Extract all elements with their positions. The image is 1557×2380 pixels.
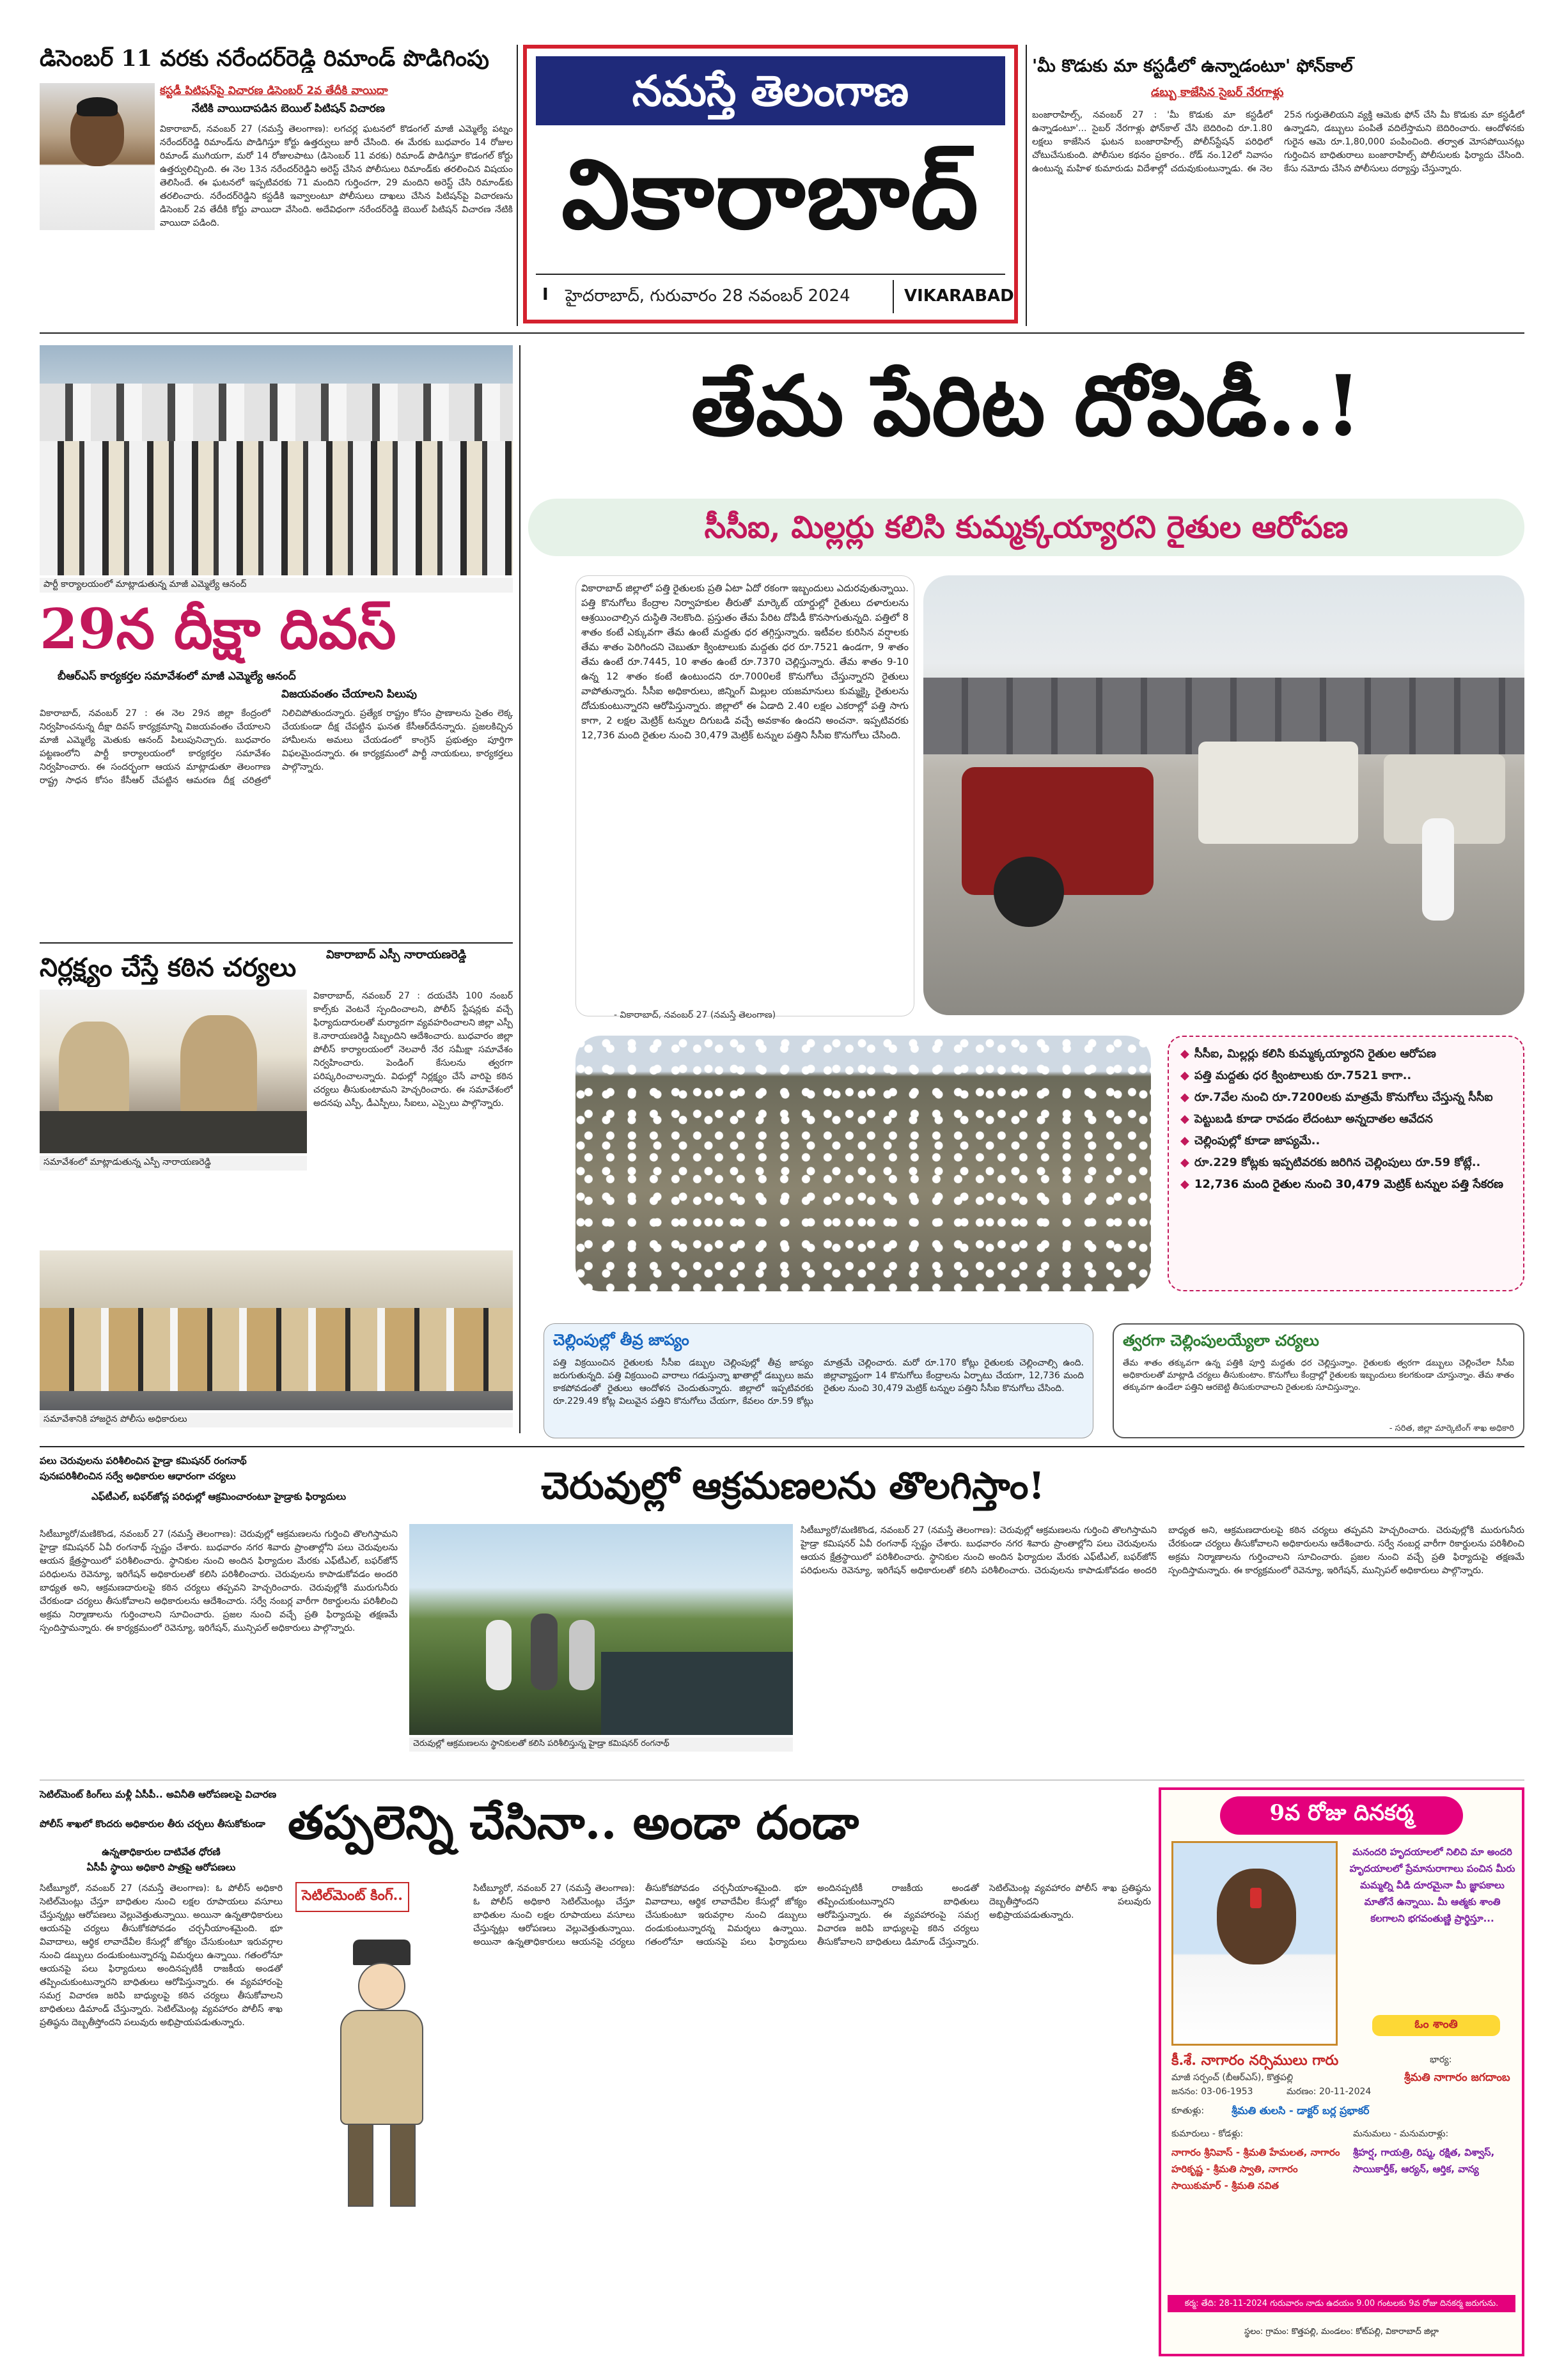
lead-subheadline: సీసీఐ, మిల్లర్లు కలిసి కుమ్మక్కయ్యారని రైతుల ఆరోపణ (528, 499, 1524, 556)
police-photo2-caption: సమావేశానికి హాజరైన పోలీసు అధికారులు (40, 1413, 513, 1427)
deeksha-photo-caption: పార్టీ కార్యాలయంలో మాట్లాడుతున్న మాజీ ఎమ్మెల్యే ఆనంద్ (40, 578, 513, 593)
police-byline: వికారాబాద్ ఎస్పీ నారాయణరెడ్డి (326, 948, 467, 961)
edition-name: వికారాబాద్ (561, 138, 980, 251)
deeksha-sub2: విజయవంతం చేయాలని పిలుపు (281, 688, 417, 701)
lead-highlight-text: రూ.7వేల నుంచి రూ.7200లకు మాత్రమే కొనుగోలు చేస్తున్న సీసీఐ (1194, 1091, 1493, 1104)
diamond-bullet-icon: ◆ (1180, 1178, 1189, 1191)
sp-meeting-photo (40, 990, 307, 1153)
cotton-market-yard-photo (923, 575, 1524, 1015)
police-photo-caption: సమావేశంలో మాట్లాడుతున్న ఎస్పీ నారాయణరెడ్డి (40, 1156, 307, 1171)
lakes-body-left (40, 1528, 398, 1771)
obituary-grandchildren: శ్రీహర్ష, గాయత్రి, రిష్మ, రక్షిత, విశ్వాస్, సాయికార్తీక్, ఆర్యన్, ఆర్తిక, వాన్య (1353, 2147, 1495, 2175)
masthead (523, 45, 1018, 323)
lakes-kicker-3: ఎఫ్‌టీఎల్, బఫర్‌జోన్ల పరిధుల్లో ఆక్రమించారంటూ హైడ్రాకు ఫిర్యాదులు (91, 1491, 347, 1502)
diamond-bullet-icon: ◆ (1180, 1069, 1189, 1082)
meeting-photo (40, 345, 513, 575)
lakes-body-right: సిటీబ్యూరో/మణికొండ, నవంబర్ 27 (నమస్తే తెలంగాణ): చెరువుల్లో ఆక్రమణలను గుర్తించి తొలగిస్తామని హైడ్రా కమిషనర్ ఏవీ రంగనాథ్ స్పష్టం చేశారు. బుధవారం నగర శివారు ప్రాంతాల్లోని పలు చెరువులను ఆయన క్షేత్రస్థాయిలో పరిశీలించారు. స్థానికుల నుంచి అందిన ఫిర్యాదుల మేరకు ఎఫ్‌టీఎల్, బఫర్‌జోన్ పరిధులను రెవెన్యూ, ఇరిగేషన్ అధికారులతో కలిసి పరిశీలించారు. చెరువులను కాపాడుకోవడం అందరి బాధ్యత అని, ఆక్రమణదారులపై కఠిన చర్యలు తప్పవని హెచ్చరించారు. చెరువుల్లోకి మురుగునీరు చేరకుండా చర్యలు తీసుకోవాలని అధికారులను ఆదేశించారు. సర్వే నంబర్ల వారీగా రికార్డులను పరిశీలించి అక్రమ నిర్మాణాలను గుర్తించాలని సూచించారు. ప్రజల నుంచి వచ్చే ప్రతి ఫిర్యాదుపై తక్షణమే స్పందిస్తామన్నారు. ఈ కార్యక్రమంలో రెవెన్యూ, ఇరిగేషన్, మున్సిపల్ అధికారులు పాల్గొన్నారు. (801, 1525, 1524, 1576)
remand-headline: డిసెంబర్ 11 వరకు నరేందర్‌రెడ్డి రిమాండ్ పొడిగింపు (40, 45, 489, 72)
phonecall-headline: 'మీ కొడుకు మా కస్టడీలో ఉన్నాడంటూ' ఫోన్‌కాల్ (1032, 56, 1353, 76)
action-heading: త్వరగా చెల్లింపులయ్యేలా చర్యలు (1123, 1331, 1319, 1349)
settlement-inset-label: సెటిల్‌మెంట్ కింగ్.. (295, 1882, 409, 1912)
lead-highlight-item (1180, 1176, 1512, 1193)
obituary-portrait (1171, 1841, 1338, 2046)
action-box (1113, 1323, 1524, 1438)
police-headline: నిర్లక్ష్యం చేస్తే కఠిన చర్యలు (40, 953, 297, 983)
lake-photo-caption: చెరువుల్లో ఆక్రమణలను స్థానికులతో కలిసి పరిశీలిస్తున్న హైడ్రా కమిషనర్ రంగనాథ్ (409, 1738, 793, 1752)
obituary-designation: మాజీ సర్పంచ్ (బీఆర్ఎస్), కొత్తపల్లి (1171, 2073, 1294, 2083)
cotton-field-photo (575, 1036, 1151, 1291)
settlement-body-left: సిటీబ్యూరో, నవంబర్ 27 (నమస్తే తెలంగాణ): ఓ పోలీస్ అధికారి సెటిల్‌మెంట్లు చేస్తూ బాధితుల నుంచి లక్షల రూపాయలు వసూలు చేస్తున్నట్లు ఆరోపణలు వెల్లువెత్తుతున్నాయి. అయినా ఉన్నతాధికారులు ఆయనపై చర్యలు తీసుకోకపోవడం చర్చనీయాంశమైంది. భూ వివాదాలు, ఆర్థిక లావాదేవీల కేసుల్లో జోక్యం చేసుకుంటూ ఇరువర్గాల నుంచి డబ్బులు దండుకుంటున్నారన్న విమర్శలు ఉన్నాయి. గతంలోనూ ఆయనపై పలు ఫిర్యాదులు అందినప్పటికీ రాజకీయ అండతో తప్పించుకుంటున్నారని బాధితులు ఆరోపిస్తున్నారు. ఈ వ్యవహారంపై సమగ్ర విచారణ జరిపి బాధ్యులపై కఠిన చర్యలు తీసుకోవాలని బాధితులు డిమాండ్ చేస్తున్నారు. సెటిల్‌మెంట్ల వ్యవహారం పోలీస్ శాఖ ప్రతిష్ఠను దెబ్బతీస్తోందని పలువురు అభిప్రాయపడుతున్నారు. (40, 1883, 283, 2028)
obituary-died: మరణం: 20-11-2024 (1287, 2087, 1372, 2097)
obituary-event: కర్మ: తేది: 28-11-2024 గురువారం నాడు ఉదయం 9.00 గంటలకు 9వ రోజు దినకర్మ జరుగును. (1168, 2295, 1515, 2312)
settlement-headline: తప్పలెన్ని చేసినా.. అండా దండా (288, 1795, 859, 1849)
phonecall-body: బంజారాహిల్స్, నవంబర్ 27 : 'మీ కొడుకు మా కస్టడీలో ఉన్నాడంటూ'... సైబర్ నేరగాళ్లు ఫోన్‌కాల్ చేసి బెదిరించి రూ.1.80 లక్షలు కాజేసిన ఘటన బంజారాహిల్స్ పోలీస్‌స్టేషన్ పరిధిలో చోటుచేసుకుంది. పోలీసుల కథనం ప్రకారం.. రోడ్ నం.12లో నివాసం ఉంటున్న మహిళ కుమారుడు విదేశాల్లో చదువుకుంటున్నాడు. ఈ నెల 25న గుర్తుతెలియని వ్యక్తి ఆమెకు ఫోన్ చేసి మీ కొడుకు మా కస్టడీలో ఉన్నాడని, డబ్బులు పంపితే వదిలేస్తామని బెదిరించారు. ఆందోళనకు గురైన ఆమె రూ.1,80,000 పంపించింది. తర్వాత మోసపోయినట్లు గుర్తించిన బాధితురాలు బంజారాహిల్స్ పోలీసులకు ఫిర్యాదు చేసింది. కేసు నమోదు చేసిన పోలీసులు దర్యాప్తు చేస్తున్నారు. (1032, 110, 1524, 174)
lead-headline: తేమ పేరిట దోపిడీ..! (691, 357, 1362, 455)
lead-highlight-item (1180, 1133, 1512, 1149)
obituary-spouse: శ్రీమతి నాగారం జగదాంబ (1404, 2071, 1510, 2084)
obituary-venue: స్థలం: గ్రామం: కొత్తపల్లి, మండలం: కోట్‌పల్లి, వికారాబాద్ జిల్లా (1244, 2327, 1439, 2337)
lead-highlight-text: పత్తి మద్దతు ధర క్వింటాలుకు రూ.7521 కాగా.. (1194, 1069, 1412, 1082)
obituary-verse: మనందరి హృదయాలలో నిలిచి మా అందరి హృదయాలలో ప్రేమానురాగాలు పంచిన మీరు మమ్మల్ని వీడి దూరమైనా మీ జ్ఞాపకాలు మాతోనే ఉన్నాయి. మీ ఆత్మకు శాంతి కలగాలని భగవంతుణ్ణి ప్రార్థిస్తూ... (1349, 1846, 1515, 1924)
lakes-kicker-2: పునఃపరిశీలించిన సర్వే అధికారుల ఆధారంగా చర్యలు (40, 1470, 236, 1482)
lead-highlight-item (1180, 1111, 1512, 1128)
delay-heading: చెల్లింపుల్లో తీవ్ర జాప్యం (553, 1330, 689, 1349)
lakes-kicker-1: పలు చెరువులను పరిశీలించిన హైడ్రా కమిషనర్ రంగనాథ్ (40, 1455, 247, 1466)
settlement-kicker-2: పోలీస్ శాఖలో కొందరు అధికారుల తీరు చర్చలు తీసుకోకుండా (40, 1818, 265, 1830)
lead-highlight-text: చెల్లింపుల్లో కూడా జాప్యమే.. (1194, 1134, 1320, 1147)
remand-body: వికారాబాద్, నవంబర్ 27 (నమస్తే తెలంగాణ): లగచర్ల ఘటనలో కొడంగల్ మాజీ ఎమ్మెల్యే పట్నం నరేందర్‌రెడ్డి రిమాండ్‌ను పొడిగిస్తూ కోర్టు ఉత్తర్వులు జారీ చేసింది. ఈ మేరకు బుధవారం 14 రోజుల రిమాండ్ ముగియగా, మరో 14 రోజులపాటు (డిసెంబర్ 11 వరకు) రిమాండ్ పొడిగిస్తూ కొడంగల్ కోర్టు ఉత్తర్వులిచ్చింది. ఈ నెల 13న నరేందర్‌రెడ్డిని అరెస్ట్ చేసిన పోలీసులు రిమాండ్‌కు తరలించిన విషయం తెలిసిందే. ఈ ఘటనలో ఇప్పటివరకు 71 మందిని గుర్తించగా, 29 మందిని అరెస్ట్ చేసి రిమాండ్‌కు తరలించారు. నరేందర్‌రెడ్డిని కస్టడీకి ఇవ్వాలంటూ పోలీసులు దాఖలు చేసిన పిటిషన్‌పై విచారణను డిసెంబర్ 2వ తేదీకి కోర్టు వాయిదా వేసింది. అదేవిధంగా నరేందర్‌రెడ్డి బెయిల్ పిటిషన్ విచారణ నేటికి వాయిదా పడింది. (160, 124, 513, 228)
police-body: వికారాబాద్, నవంబర్ 27 : దయచేసి 100 నంబర్ కాల్స్‌కు వెంటనే స్పందించాలని, పోలీస్ స్టేషన్లకు వచ్చే ఫిర్యాదుదారులతో మర్యాదగా వ్యవహరించాలని జిల్లా ఎస్పీ కె.నారాయణరెడ్డి సిబ్బందిని ఆదేశించారు. బుధవారం జిల్లా పోలీస్ కార్యాలయంలో నెలవారీ నేర సమీక్షా సమావేశం నిర్వహించారు. పెండింగ్ కేసులను త్వరగా పరిష్కరించాలన్నారు. విధుల్లో నిర్లక్ష్యం చేసే వారిపై కఠిన చర్యలు తీసుకుంటామని హెచ్చరించారు. ఈ సమావేశంలో అదనపు ఎస్పీ, డీఎస్పీలు, సీఐలు, ఎస్సైలు పాల్గొన్నారు. (313, 991, 513, 1108)
remand-sub2: నేటికి వాయిదాపడిన బెయిల్ పిటిషన్ విచారణ (192, 102, 385, 115)
diamond-bullet-icon: ◆ (1180, 1112, 1189, 1126)
lead-highlight-item (1180, 1068, 1512, 1084)
obituary-grandchildren-label: మనుమలు - మనుమరాళ్లు: (1353, 2129, 1449, 2139)
lead-body: వికారాబాద్ జిల్లాలో పత్తి రైతులకు ప్రతి ఏటా ఏదో రకంగా ఇబ్బందులు ఎదురవుతున్నాయి. పత్తి కొనుగోలు కేంద్రాల నిర్వాహకుల తీరుతో మార్కెట్ యార్డుల్లో రైతులు దళారులను ఆశ్రయించాల్సిన దుస్థితి నెలకొంది. ప్రస్తుతం తేమ పేరిట దోపిడీ కొనసాగుతున్నది. పత్తిలో 8 శాతం కంటే ఎక్కువగా తేమ ఉంటే మద్దతు ధర తగ్గిస్తున్నారు. ఇటీవల కురిసిన వర్షాలకు తేమ శాతం పెరిగిందని చెబుతూ క్వింటాలుకు మద్దతు ధర రూ.7521 ఉండగా, 9 శాతం తేమ ఉంటే రూ.7445, 10 శాతం ఉంటే రూ.7370 చెల్లిస్తున్నారు. తేమ శాతం 9-10 ఉన్న 12 శాతం కంటే ఉంటుందని రూ.7000లకే కొనుగోలు చేస్తున్నారని రైతులు వాపోతున్నారు. సీసీఐ అధికారులు, జిన్నింగ్ మిల్లుల యజమానులు కుమ్మక్కై రైతులను దోచుకుంటున్నారని ఆరోపిస్తున్నారు. జిల్లాలో ఈ ఏడాది 2.40 లక్షల ఎకరాల్లో పత్తి సాగు కాగా, 2 లక్షల మెట్రిక్ టన్నుల దిగుబడి వచ్చే అవకాశం ఉందని అంచనా. ఇప్పటివరకు 12,736 మంది రైతుల నుంచి 30,479 మెట్రిక్ టన్నుల పత్తిని సీసీఐ కొనుగోలు చేసింది. (575, 575, 914, 1016)
deeksha-headline: 29న దీక్షా దివస్ (40, 597, 396, 662)
obituary-daughters: శ్రీమతి తులసి - డాక్టర్ బర్ల ప్రభాకర్ (1232, 2104, 1370, 2117)
obituary-title: 9వ రోజు దినకర్మ (1220, 1796, 1463, 1835)
remand-sub1: కస్టడీ పిటిషన్‌పై విచారణ డిసెంబర్ 2వ తేదీకి వాయిదా (160, 84, 388, 97)
action-body: తేమ శాతం తక్కువగా ఉన్న పత్తికి పూర్తి మద్దతు ధర చెల్లిస్తున్నాం. రైతులకు త్వరగా డబ్బులు చెల్లించేలా సీసీఐ అధికారులతో మాట్లాడి చర్యలు తీసుకుంటాం. కొనుగోలు కేంద్రాల్లో రైతులకు ఇబ్బందులు కలగకుండా చూస్తున్నాం. తేమ శాతం తక్కువగా ఉండేలా పత్తిని ఆరబెట్టి తీసుకురావాలని రైతులకు సూచిస్తున్నాం. (1123, 1358, 1514, 1392)
diamond-bullet-icon: ◆ (1180, 1156, 1189, 1169)
obituary-sons: నాగారం శ్రీనివాస్ - శ్రీమతి హేమలత, నాగారం హరికృష్ణ - శ్రీమతి స్వాతి, నాగారం సాయికుమార్ - శ్రీమతి నవిత (1171, 2147, 1340, 2191)
diamond-bullet-icon: ◆ (1180, 1091, 1189, 1104)
lead-highlight-item (1180, 1155, 1512, 1171)
policeman-cartoon-icon (308, 1940, 449, 2221)
lead-highlight-text: పెట్టుబడి కూడా రావడం లేదంటూ అన్నదాతల ఆవేదన (1194, 1112, 1433, 1126)
deeksha-sub1: బీఆర్ఎస్ కార్యకర్తల సమావేశంలో మాజీ ఎమ్మెల్యే ఆనంద్ (58, 670, 296, 683)
settlement-kicker-3: ఉన్నతాధికారుల దాటివేత ధోరణి (102, 1846, 221, 1858)
lakes-headline: చెరువుల్లో ఆక్రమణలను తొలగిస్తాం! (541, 1464, 1045, 1507)
settlement-kicker-1: సెటిల్‌మెంట్ కింగ్‌లు మళ్లీ ఏసీపీ.. అవినీతి ఆరోపణలపై విచారణ (40, 1789, 277, 1800)
lake-inspection-photo (409, 1524, 793, 1735)
lead-highlight-item (1180, 1046, 1512, 1062)
obituary-greeting: ఓం శాంతి (1372, 2015, 1500, 2036)
police-officers-photo (40, 1250, 513, 1410)
lead-highlight-text: రూ.229 కోట్లకు ఇప్పటివరకు జరిగిన చెల్లింపులు రూ.59 కోట్లే.. (1194, 1156, 1481, 1169)
delay-box (544, 1323, 1093, 1438)
lead-highlight-text: సీసీఐ, మిల్లర్లు కలిసి కుమ్మక్కయ్యారని రైతుల ఆరోపణ (1194, 1047, 1436, 1061)
obituary-daughters-label: కూతుళ్లు: (1171, 2106, 1205, 2116)
action-signoff: - సరిత, జిల్లా మార్కెటింగ్ శాఖ అధికారి (1389, 1424, 1514, 1433)
phonecall-sub: డబ్బు కాజేసిన సైబర్ నేరగాళ్లు (1151, 86, 1284, 99)
diamond-bullet-icon: ◆ (1180, 1047, 1189, 1061)
page-number: I (542, 285, 549, 304)
lead-signoff: - వికారాబాద్, నవంబర్ 27 (నమస్తే తెలంగాణ) (614, 1010, 776, 1020)
settlement-body-right: సిటీబ్యూరో, నవంబర్ 27 (నమస్తే తెలంగాణ): ఓ పోలీస్ అధికారి సెటిల్‌మెంట్లు చేస్తూ బాధితుల నుంచి లక్షల రూపాయలు వసూలు చేస్తున్నట్లు ఆరోపణలు వెల్లువెత్తుతున్నాయి. అయినా ఉన్నతాధికారులు ఆయనపై చర్యలు తీసుకోకపోవడం చర్చనీయాంశమైంది. భూ వివాదాలు, ఆర్థిక లావాదేవీల కేసుల్లో జోక్యం చేసుకుంటూ ఇరువర్గాల నుంచి డబ్బులు దండుకుంటున్నారన్న విమర్శలు ఉన్నాయి. గతంలోనూ ఆయనపై పలు ఫిర్యాదులు అందినప్పటికీ రాజకీయ అండతో తప్పించుకుంటున్నారని బాధితులు ఆరోపిస్తున్నారు. ఈ వ్యవహారంపై సమగ్ర విచారణ జరిపి బాధ్యులపై కఠిన చర్యలు తీసుకోవాలని బాధితులు డిమాండ్ చేస్తున్నారు. సెటిల్‌మెంట్ల వ్యవహారం పోలీస్ శాఖ ప్రతిష్ఠను దెబ్బతీస్తోందని పలువురు అభిప్రాయపడుతున్నారు. (473, 1883, 1151, 1947)
obituary-sons-label: కుమారులు - కోడళ్లు: (1171, 2129, 1244, 2139)
lead-highlights-box (1168, 1036, 1524, 1291)
delay-body: పత్తి విక్రయించిన రైతులకు సీసీఐ డబ్బుల చెల్లింపుల్లో తీవ్ర జాప్యం జరుగుతున్నది. పత్తి విక్రయించి వారాలు గడుస్తున్నా ఖాతాల్లో డబ్బులు జమ కాకపోవడంతో రైతులు ఆందోళన చెందుతున్నారు. జిల్లాలో ఇప్పటివరకు రూ.229.49 కోట్ల విలువైన పత్తిని కొనుగోలు చేయగా, కేవలం రూ.59 కోట్లు మాత్రమే చెల్లించారు. మరో రూ.170 కోట్లు రైతులకు చెల్లించాల్సి ఉంది. జిల్లావ్యాప్తంగా 14 కొనుగోలు కేంద్రాలను ఏర్పాటు చేయగా, 12,736 మంది రైతుల నుంచి 30,479 మెట్రిక్ టన్నుల పత్తిని సీసీఐ కొనుగోలు చేసింది. (553, 1358, 1084, 1406)
paper-name: నమస్తే తెలంగాణ (536, 56, 1005, 125)
deeksha-body: వికారాబాద్, నవంబర్ 27 : ఈ నెల 29న జిల్లా కేంద్రంలో నిర్వహించనున్న దీక్షా దివస్ కార్యక్రమాన్ని విజయవంతం చేయాలని మాజీ ఎమ్మెల్యే మెతుకు ఆనంద్ పిలుపునిచ్చారు. బుధవారం పట్టణంలోని పార్టీ కార్యాలయంలో కార్యకర్తల సమావేశం నిర్వహించారు. ఈ సందర్భంగా ఆయన మాట్లాడుతూ తెలంగాణ రాష్ట్ర సాధన కోసం కేసీఆర్ చేపట్టిన ఆమరణ దీక్ష చరిత్రలో నిలిచిపోతుందన్నారు. ప్రత్యేక రాష్ట్రం కోసం ప్రాణాలను సైతం లెక్క చేయకుండా దీక్ష చేపట్టిన ఘనత కేసీఆర్‌దేనన్నారు. ప్రజలకిచ్చిన హామీలను అమలు చేయడంలో కాంగ్రెస్ ప్రభుత్వం పూర్తిగా విఫలమైందన్నారు. ఈ కార్యక్రమంలో పార్టీ నాయకులు, కార్యకర్తలు పాల్గొన్నారు. (40, 708, 513, 786)
diamond-bullet-icon: ◆ (1180, 1134, 1189, 1147)
settlement-inset (295, 1882, 462, 2240)
settlement-kicker-4: ఏసీపీ స్థాయి అధికారి పాత్రపై ఆరోపణలు (86, 1862, 236, 1873)
lead-highlight-text: 12,736 మంది రైతుల నుంచి 30,479 మెట్రిక్ టన్నుల పత్తి సేకరణ (1194, 1178, 1503, 1191)
lakes-body-text: సిటీబ్యూరో/మణికొండ, నవంబర్ 27 (నమస్తే తెలంగాణ): చెరువుల్లో ఆక్రమణలను గుర్తించి తొలగిస్తామని హైడ్రా కమిషనర్ ఏవీ రంగనాథ్ స్పష్టం చేశారు. బుధవారం నగర శివారు ప్రాంతాల్లోని పలు చెరువులను ఆయన క్షేత్రస్థాయిలో పరిశీలించారు. స్థానికుల నుంచి అందిన ఫిర్యాదుల మేరకు ఎఫ్‌టీఎల్, బఫర్‌జోన్ పరిధులను రెవెన్యూ, ఇరిగేషన్ అధికారులతో కలిసి పరిశీలించారు. చెరువులను కాపాడుకోవడం అందరి బాధ్యత అని, ఆక్రమణదారులపై కఠిన చర్యలు తప్పవని హెచ్చరించారు. చెరువుల్లోకి మురుగునీరు చేరకుండా చర్యలు తీసుకోవాలని అధికారులను ఆదేశించారు. సర్వే నంబర్ల వారీగా రికార్డులను పరిశీలించి అక్రమ నిర్మాణాలను గుర్తించాలని సూచించారు. ప్రజల నుంచి వచ్చే ప్రతి ఫిర్యాదుపై తక్షణమే స్పందిస్తామన్నారు. ఈ కార్యక్రమంలో రెవెన్యూ, ఇరిగేషన్, మున్సిపల్ అధికారులు పాల్గొన్నారు. (40, 1529, 398, 1633)
obituary-ad (1159, 1787, 1524, 2356)
obituary-spouse-label: భార్య: (1430, 2055, 1452, 2065)
lead-highlights-list (1180, 1046, 1512, 1193)
obituary-name: కీ.శే. నాగారం నర్సిములు గారు (1171, 2052, 1339, 2069)
dateline: హైదరాబాద్, గురువారం 28 నవంబర్ 2024 (565, 286, 850, 306)
obituary-born: జననం: 03-06-1953 (1171, 2087, 1253, 2097)
edition-code: VIKARABAD (904, 286, 1014, 306)
lead-highlight-item (1180, 1089, 1512, 1106)
narender-reddy-photo (40, 83, 155, 230)
